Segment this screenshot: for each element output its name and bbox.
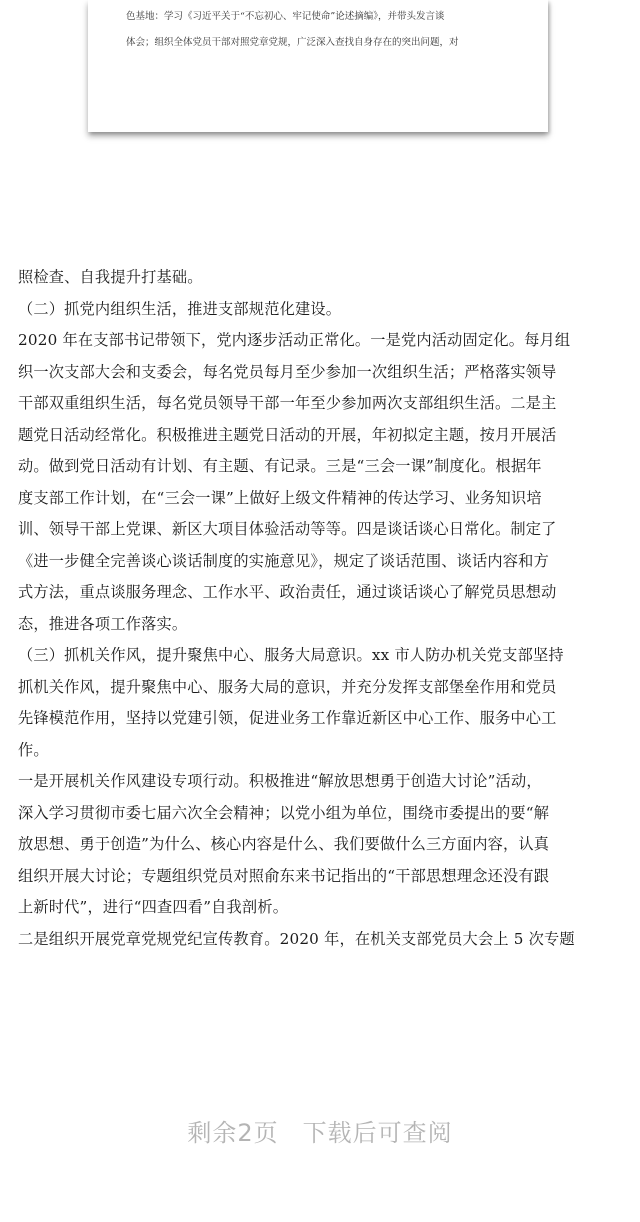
download-prompt[interactable] — [0, 1113, 640, 1148]
text-line: 组织开展大讨论；专题组织党员对照俞东来书记指出的“干部思想理念还没有跟 — [18, 866, 550, 885]
preview-line-1: 色基地：学习《习近平关于“不忘初心、牢记使命”论述摘编》，并带头发言谈 — [126, 11, 445, 22]
text-line: 2020 年在支部书记带领下，党内逐步活动正常化。一是党内活动固定化。每月组 — [18, 331, 571, 349]
text-line: 照检查、自我提升打基础。 — [18, 268, 203, 286]
preview-line-2: 体会；组织全体党员干部对照党章党规，广泛深入查找自身存在的突出问题，对 — [126, 37, 459, 48]
document-preview-card — [88, 0, 548, 132]
text-line: 题党日活动经常化。积极推进主题党日活动的开展，年初拟定主题，按月开展活 — [18, 425, 557, 444]
text-line: 上新时代”，进行“四查四看”自我剖析。 — [18, 898, 289, 916]
download-to-view-label: 下载后可查阅 — [302, 1119, 453, 1147]
text-line: 先锋模范作用，坚持以党建引领，促进业务工作靠近新区中心工作、服务中心工 — [18, 709, 557, 727]
text-line: 二是组织开展党章党规党纪宣传教育。2020 年，在机关支部党员大会上 5 次专题 — [18, 929, 575, 948]
remaining-pages-label: 剩余2页 — [187, 1119, 279, 1147]
text-line: 训、领导干部上党课、新区大项目体验活动等等。四是谈话谈心日常化。制定了 — [18, 520, 557, 538]
text-line: 度支部工作计划，在“三会一课”上做好上级文件精神的传达学习、业务知识培 — [18, 488, 542, 507]
text-line: 放思想、勇于创造”为什么、核心内容是什么、我们要做什么三方面内容，认真 — [18, 835, 550, 853]
text-line: 深入学习贯彻市委七届六次全会精神；以党小组为单位，围绕市委提出的要“解 — [18, 803, 550, 822]
text-line: 动。做到党日活动有计划、有主题、有记录。三是“三会一课”制度化。根据年 — [18, 457, 542, 475]
section-heading: （二）抓党内组织生活，推进支部规范化建设。 — [18, 299, 342, 318]
text-line: 态，推进各项工作落实。 — [18, 614, 188, 633]
text-line: 《进一步健全完善谈心谈话制度的实施意见》，规定了谈话范围、谈话内容和方 — [18, 551, 549, 570]
text-line: 作。 — [18, 740, 49, 759]
document-body — [18, 262, 628, 955]
section-heading: （三）抓机关作风，提升聚焦中心、服务大局意识。xx 市人防办机关党支部坚持 — [18, 646, 564, 664]
text-line: 一是开展机关作风建设专项行动。积极推进“解放思想勇于创造大讨论”活动， — [18, 772, 542, 790]
text-line: 干部双重组织生活，每名党员领导干部一年至少参加两次支部组织生活。二是主 — [18, 394, 557, 412]
text-line: 式方法，重点谈服务理念、工作水平、政治责任，通过谈话谈心了解党员思想动 — [18, 583, 557, 601]
text-line: 抓机关作风，提升聚焦中心、服务大局的意识，并充分发挥支部堡垒作用和党员 — [18, 677, 557, 696]
text-line: 织一次支部大会和支委会，每名党员每月至少参加一次组织生活；严格落实领导 — [18, 362, 557, 381]
